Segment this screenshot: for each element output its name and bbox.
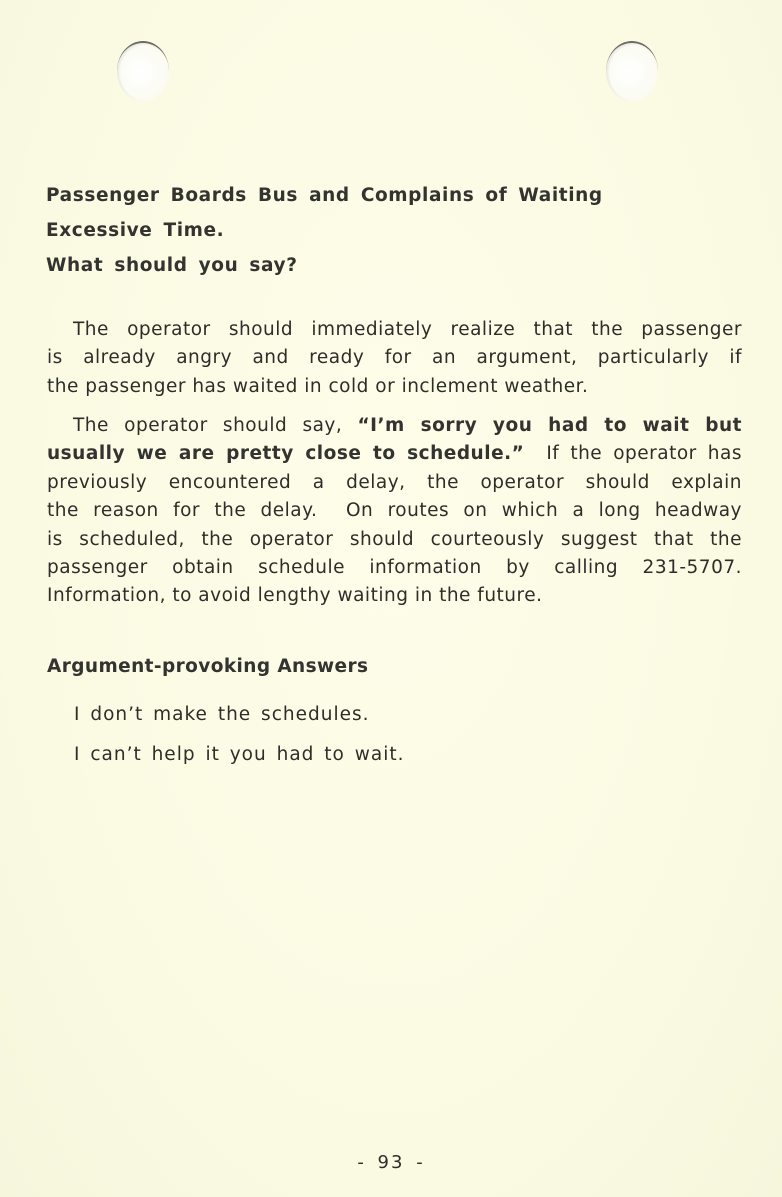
answer-item: I can’t help it you had to wait.	[74, 744, 405, 765]
paragraph-line: passenger obtain schedule information by calling 231-5707.	[47, 557, 742, 579]
subheading: Argument-provoking Answers	[47, 656, 369, 677]
binder-hole-left	[117, 41, 169, 101]
answers-list	[74, 695, 404, 775]
paragraph-line	[47, 440, 742, 468]
quoted-response: “I’m sorry you had to wait but	[357, 415, 742, 436]
answer-item: I don’t make the schedules.	[74, 704, 370, 725]
paragraph-2	[47, 412, 742, 611]
quoted-response: usually we are pretty close to schedule.”	[47, 443, 525, 465]
paragraph-line: Information, to avoid lengthy waiting in the future.	[47, 585, 543, 607]
paragraph-line	[47, 412, 742, 440]
binder-hole-right	[606, 41, 658, 101]
paragraph-line: is scheduled, the operator should courteously suggest that the	[47, 528, 742, 550]
paragraph-line: is already angry and ready for an argument, particularly if	[47, 347, 742, 369]
page-number-dash: -	[416, 1152, 425, 1173]
page-number	[0, 1152, 782, 1173]
page-number-value: 93	[377, 1152, 405, 1173]
plain-text: If the operator has	[524, 443, 742, 465]
paragraph-line: previously encountered a delay, the operator should explain	[47, 471, 742, 493]
paragraph-line: The operator should immediately realize that the passenger	[73, 319, 742, 340]
plain-text: The operator should say,	[73, 415, 358, 436]
heading-question: What should you say?	[46, 255, 298, 276]
section-heading	[46, 178, 603, 283]
page-number-dash: -	[357, 1152, 366, 1173]
paragraph-line: the passenger has waited in cold or inclement weather.	[47, 375, 589, 397]
paragraph-1	[47, 316, 742, 401]
heading-line: Passenger Boards Bus and Complains of Waiting	[46, 185, 603, 206]
paragraph-line: the reason for the delay. On routes on which a long headway	[47, 500, 742, 522]
heading-line: Excessive Time.	[46, 220, 225, 241]
